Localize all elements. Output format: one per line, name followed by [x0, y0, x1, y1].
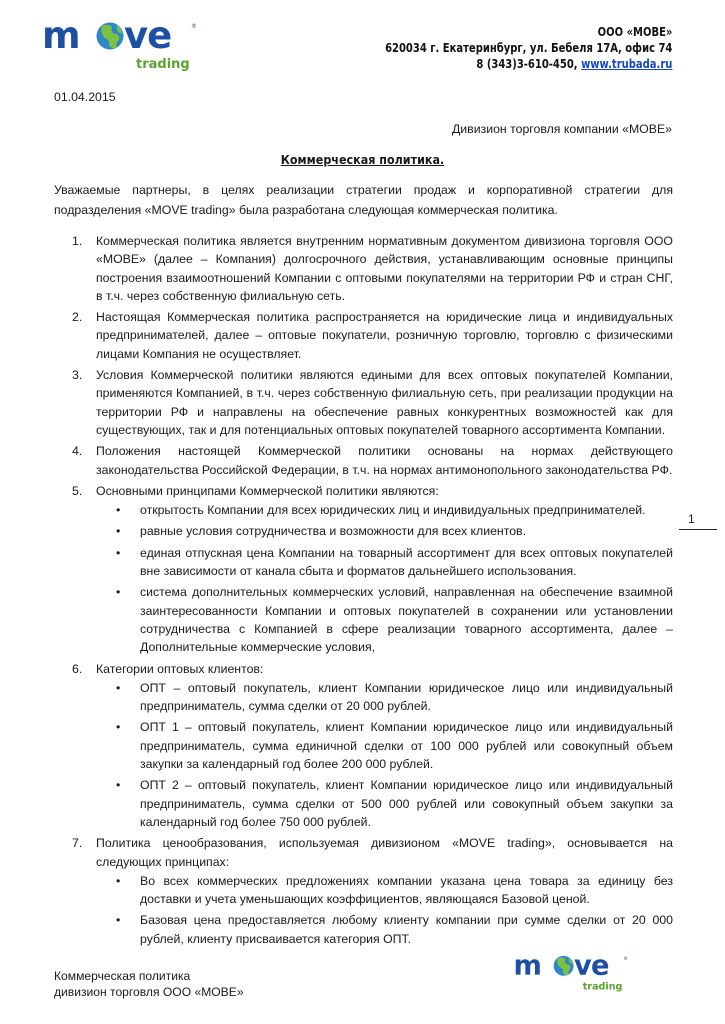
svg-text:ve: ve	[573, 950, 609, 982]
bullet-item: • система дополнительных коммерческих условий, направленная на обеспечение взаимной заинтересованности Компании и оптовых покупателей в сохранении или установлении сотрудничества с Компанией в сфере реализации товарного ассортимента, далее – Дополнительные коммерческие условия,	[96, 583, 673, 656]
svg-text:m: m	[513, 950, 542, 982]
policy-item	[54, 366, 673, 439]
company-header	[385, 24, 672, 72]
document-title	[36, 152, 689, 167]
document-date: 01.04.2015	[54, 90, 116, 104]
bullet-item: • равные условия сотрудничества и возможности для всех клиентов.	[96, 522, 673, 540]
globe-icon	[554, 956, 574, 976]
item-number: 4.	[72, 444, 83, 459]
item-number: 3.	[72, 368, 83, 383]
item-text: Категории оптовых клиентов:	[96, 661, 264, 676]
item-number: 1.	[72, 234, 83, 248]
svg-text:m: m	[42, 14, 80, 57]
document-title-text: Коммерческая политика.	[280, 152, 445, 167]
footer-line: дивизион торговля ООО «МОВЕ»	[54, 985, 244, 999]
pricing-principles-list	[96, 872, 673, 948]
company-address: 620034 г. Екатеринбург, ул. Бебеля 17А, офис 74	[384, 41, 672, 55]
policy-item	[54, 482, 673, 657]
item-text: Основными принципами Коммерческой политики являются:	[96, 483, 439, 498]
company-name: ООО «МОВЕ»	[597, 25, 672, 39]
item-text: Коммерческая политика является внутренним нормативным документом дивизиона торговля ООО «МОВЕ» (далее – Компания) долгосрочного действия, устанавливающим основные принципы построения взаимоотношений Компании с оптовыми покупателями на территории РФ и стран СНГ, в т.ч. через собственную филиальную сеть.	[96, 234, 673, 303]
globe-icon	[97, 23, 124, 50]
policy-item	[54, 232, 673, 305]
bullet-item: • Во всех коммерческих предложениях компании указана цена товара за единицу без доставки и учета уменьшающих коэффициентов, являющаяся Базовой ценой.	[96, 872, 673, 909]
item-number: 5.	[72, 483, 83, 498]
intro-paragraph: Уважаемые партнеры, в целях реализации стратегии продаж и корпоративной стратегии для подразделения «MOVE trading» была разработана следующая коммерческая политика.	[54, 183, 673, 217]
bullet-item: • ОПТ 1 – оптовый покупатель, клиент Компании юридическое лицо или индивидуальный предприниматель, сумма единичной сделки от 100 000 рублей или совокупный объем закупки за календарный год более 200 000 рублей.	[96, 718, 673, 773]
item-number: 6.	[72, 661, 83, 676]
item-text: Условия Коммерческой политики являются едиными для всех оптовых покупателей Компании, применяются Компанией, в т.ч. через собственную филиальную сеть, при реализации продукции на территории РФ и направлены на обеспечение равных конкурентных возможностей как для существующих, так и для потенциальных оптовых покупателей товарного ассортимента Компании.	[96, 368, 673, 437]
bullet-item: • открытость Компании для всех юридических лиц и индивидуальных предпринимателей.	[96, 501, 673, 519]
item-number: 7.	[72, 836, 83, 851]
item-text: Положения настоящей Коммерческой политики основаны на нормах действующего законодательства Российской Федерации, в т.ч. на нормах антимонопольного законодательства РФ.	[96, 444, 673, 477]
svg-text:®: ®	[623, 956, 628, 962]
policy-item	[54, 442, 673, 479]
item-text: Политика ценообразования, используемая дивизионом «MOVE trading», основывается на следующих принципах:	[96, 836, 673, 869]
svg-text:trading: trading	[136, 57, 190, 72]
policy-item	[54, 834, 673, 948]
svg-text:ve: ve	[124, 14, 172, 57]
bullet-item: • ОПТ 2 – оптовый покупатель, клиент Компании юридическое лицо или индивидуальный предприниматель, сумма сделки от 500 000 рублей или совокупный объем закупки за календарный год более 750 000 рублей.	[96, 776, 673, 831]
footer	[54, 968, 244, 1000]
addressee-division: Дивизион торговля компании «МОВЕ»	[451, 122, 672, 136]
bullet-item: • Базовая цена предоставляется любому клиенту компании при сумме сделки от 20 000 рублей, клиенту присваивается категория ОПТ.	[96, 911, 673, 948]
principles-list	[96, 501, 673, 656]
move-trading-logo	[40, 12, 200, 74]
client-categories-list	[96, 679, 673, 831]
policy-item	[54, 308, 673, 363]
company-website-link[interactable]: www.trubada.ru	[580, 57, 672, 71]
page-number: 1	[688, 512, 695, 526]
policy-list	[54, 232, 673, 951]
item-number: 2.	[72, 310, 83, 325]
bullet-item: • единая отпускная цена Компании на товарный ассортимент для всех оптовых покупателей вне зависимости от канала сбыта и форматов дальнейшего использования.	[96, 544, 673, 581]
footer-line: Коммерческая политика	[54, 969, 191, 983]
company-phone: 8 (343)3-610-450,	[476, 57, 581, 71]
item-text: Настоящая Коммерческая политика распространяется на юридические лица и индивидуальных предпринимателей, далее – оптовые покупатели, розничную торговлю, торговлю с физическими лицами Компания не осуществляет.	[96, 310, 673, 361]
svg-text:®: ®	[191, 23, 197, 30]
svg-text:trading: trading	[582, 981, 623, 993]
company-contacts	[385, 56, 672, 72]
page-number-rule	[679, 529, 717, 530]
move-trading-logo-footer	[512, 948, 630, 994]
policy-item	[54, 660, 673, 832]
bullet-item: • ОПТ – оптовый покупатель, клиент Компании юридическое лицо или индивидуальный предприниматель, сумма сделки от 20 000 рублей.	[96, 679, 673, 716]
